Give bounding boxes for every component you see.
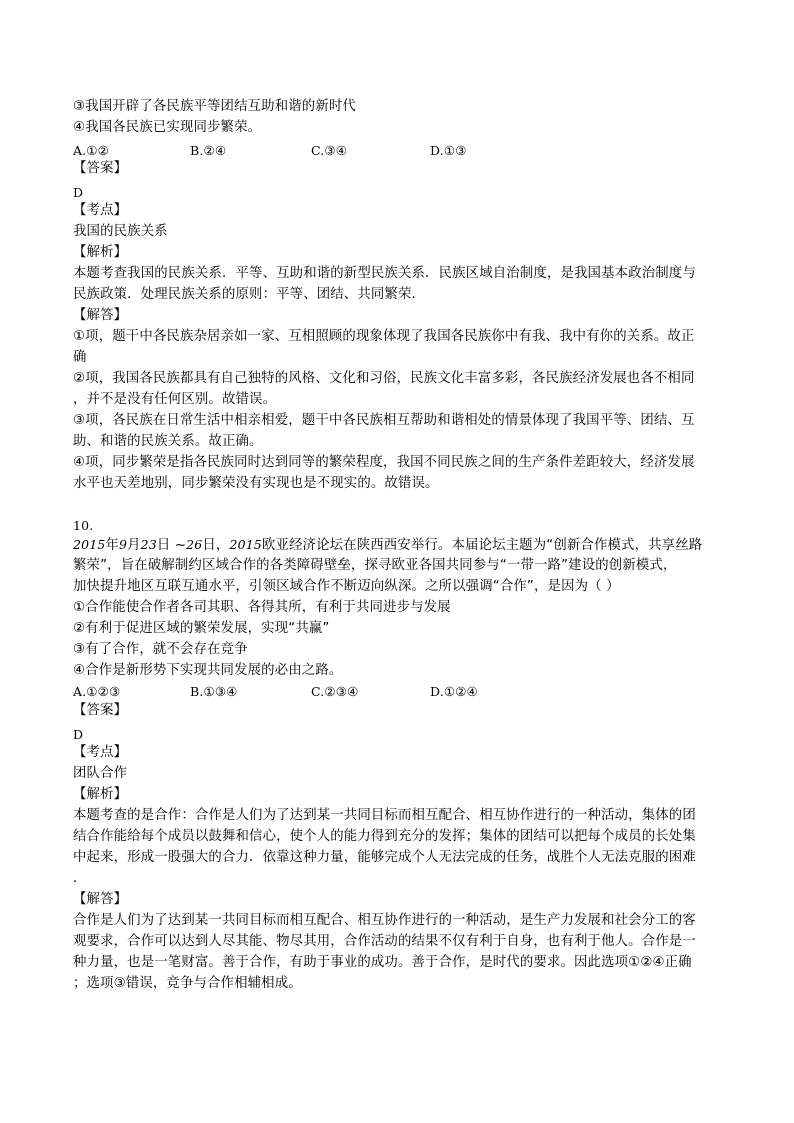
- q10-stem-line-1: 2015年9月23日 ~26日，2015欧亚经济论坛在陕西西安举行。本届论坛主题为“创新合作模式，共享丝路: [73, 537, 703, 553]
- q10-jiexi-line: 结合作能给每个成员以鼓舞和信心，使个人的能力得到充分的发挥；集体的团结可以把每个成员的长处集: [73, 829, 696, 844]
- q10-item-4: ④合作是新形势下实现共同发展的必由之路。: [73, 663, 343, 678]
- q9-jieda-line: ②项，我国各民族都具有自己独特的风格、文化和习俗，民族文化丰富多彩，各民族经济发展也各不相同: [73, 371, 695, 386]
- q9-jieda-line: ③项，各民族在日常生活中相亲相爱，题干中各民族相互帮助和谐相处的情景体现了我国平等、团结、互: [73, 413, 695, 428]
- q10-jieda-line: ；选项③错误，竞争与合作相辅相成。: [73, 976, 302, 991]
- q9-jieda-line: 助、和谐的民族关系。故正确。: [73, 434, 263, 449]
- q9-jiexi-line: 民族政策．处理民族关系的原则：平等、团结、共同繁荣．: [73, 287, 426, 302]
- q10-jiexi-line: 中起来，形成一股强大的合力．依靠这种力量，能够完成个人无法完成的任务，战胜个人无法克服的困难: [73, 850, 696, 865]
- q10-jieda-line: 观要求，合作可以达到人尽其能、物尽其用，合作活动的结果不仅有利于自身，也有利于他人。合作是一: [73, 934, 696, 949]
- q10-jieda-line: 合作是人们为了达到某一共同目标而相互配合、相互协作进行的一种活动，是生产力发展和社会分工的客: [73, 913, 696, 928]
- q9-jieda-line: 水平也天差地别，同步繁荣没有实现也是不现实的。故错误。: [73, 476, 439, 491]
- q9-jiexi-label: 【解析】: [73, 245, 128, 260]
- q9-option-b: B.②④: [190, 143, 227, 158]
- q10-option-b: B.①③④: [190, 684, 238, 699]
- q10-jieda-label: 【解答】: [73, 892, 128, 907]
- q10-stem-line: 繁荣”，旨在破解制约区域合作的各类障碍壁垒，探寻欧亚各国共同参与“一带一路”建设的创新模式，: [73, 558, 677, 573]
- q10-answer-label: 【答案】: [73, 703, 128, 718]
- q10-item-3: ③有了合作，就不会存在竞争: [73, 642, 248, 657]
- q10-item-1: ①合作能使合作者各司其职、各得其所，有利于共同进步与发展: [73, 600, 451, 615]
- q9-jieda-label: 【解答】: [73, 308, 128, 323]
- q10-year: 2015: [73, 537, 106, 552]
- q10-jiexi-line: 本题考查的是合作：合作是人们为了达到某一共同目标而相互配合、相互协作进行的一种活动，集体的团: [73, 808, 696, 823]
- q10-item-2: ②有利于促进区域的繁荣发展，实现“共赢”: [73, 621, 330, 636]
- q9-jieda-line: 确: [73, 350, 87, 365]
- q10-option-c: C.②③④: [311, 684, 359, 699]
- q9-option-c: C.③④: [311, 143, 348, 158]
- q10-jieda-line: 种力量，也是一笔财富。善于合作，有助于事业的成功。善于合作，是时代的要求。因此选项①②④正确: [73, 955, 692, 970]
- q9-kaodian: 我国的民族关系: [73, 224, 168, 239]
- q10-answer: D: [73, 727, 84, 742]
- q10-option-d: D.①②④: [430, 684, 478, 699]
- q9-answer-label: 【答案】: [73, 161, 128, 176]
- q10-options: [73, 682, 723, 703]
- q10-jiexi-label: 【解析】: [73, 787, 128, 802]
- q10-option-a: A.①②③: [73, 684, 121, 699]
- q9-item-3: ③我国开辟了各民族平等团结互助和谐的新时代: [73, 99, 356, 114]
- q9-jieda-line: ，并不是没有任何区别。故错误。: [73, 392, 277, 407]
- q9-answer: D: [73, 185, 84, 200]
- q10-kaodian-label: 【考点】: [73, 745, 128, 760]
- q9-jiexi-line: 本题考查我国的民族关系．平等、互助和谐的新型民族关系．民族区域自治制度，是我国基本政治制度与: [73, 266, 696, 281]
- q9-kaodian-label: 【考点】: [73, 203, 128, 218]
- q9-jieda-line: ④项，同步繁荣是指各民族同时达到同等的繁荣程度，我国不同民族之间的生产条件差距较大，经济发展: [73, 455, 695, 470]
- q9-item-4: ④我国各民族已实现同步繁荣。: [73, 120, 262, 135]
- q10-stem-line: 加快提升地区互联互通水平，引领区域合作不断迈向纵深。之所以强调“合作”，是因为（ ）: [73, 579, 620, 594]
- q9-option-a: A.①②: [73, 143, 110, 158]
- q10-number: 10.: [73, 518, 94, 533]
- q10-jiexi-line: ．: [73, 871, 87, 886]
- q9-jieda-line: ①项，题干中各民族杂居亲如一家、互相照顾的现象体现了我国各民族你中有我、我中有你的关系。故正: [73, 329, 695, 344]
- q10-kaodian: 团队合作: [73, 766, 128, 781]
- q9-option-d: D.①③: [430, 143, 467, 158]
